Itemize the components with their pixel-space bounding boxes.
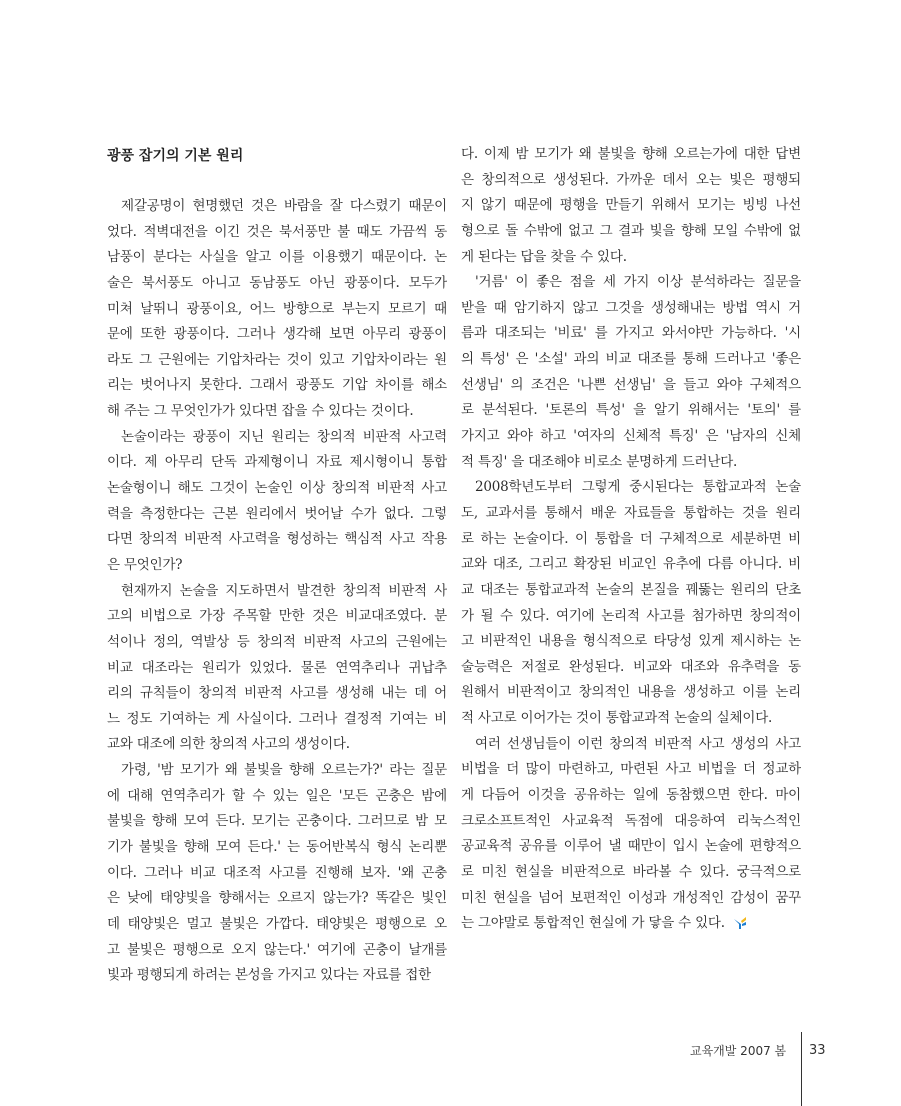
text-line: 고 비판적인 내용을 형식적으로 타당성 있게 제시하는 논: [461, 633, 801, 650]
text-line: 게 된다는 답을 찾을 수 있다.: [461, 248, 627, 265]
publication-logo-mark-icon: [733, 916, 747, 930]
footer-publication: 교육개발 2007 봄: [690, 1044, 787, 1058]
text-line: 가령, '밤 모기가 왜 불빛을 향해 오르는가?' 라는 질문: [121, 762, 447, 779]
text-line: 선생님' 의 조건은 '나쁜 선생님' 을 들고 와야 구체적으: [461, 376, 801, 393]
left-column-body: [107, 194, 447, 989]
text-line: 도, 교과서를 통해서 배운 자료들을 통합하는 것을 원리: [461, 504, 801, 521]
text-line: 은 낮에 태양빛을 향해서는 오르지 않는가? 똑같은 빛인: [107, 890, 447, 907]
text-line: 름과 대조되는 '비료' 를 가지고 와서야만 가능하다. '시: [461, 325, 801, 342]
text-line: 비법을 더 많이 마련하고, 마련된 사고 비법을 더 정교하: [461, 761, 801, 778]
text-line: 크로소프트적인 사교육적 독점에 대응하여 리눅스적인: [461, 812, 801, 829]
text-line: 공교육적 공유를 이루어 낼 때만이 입시 논술에 편향적으: [461, 838, 801, 855]
text-line: 미쳐 날뛰니 광풍이요, 어느 방향으로 부는지 모르기 때: [107, 300, 447, 317]
text-line: 력을 측정한다는 근본 원리에서 벗어날 수가 없다. 그렇: [107, 505, 447, 522]
text-line: 남풍이 분다는 사실을 알고 이를 이용했기 때문이다. 논: [107, 249, 447, 266]
paragraph: [107, 758, 447, 989]
paragraph: [107, 194, 447, 425]
text-line: 교와 대조, 그리고 확장된 비교인 유추에 다름 아니다. 비: [461, 556, 801, 573]
text-line: 논술이라는 광풍이 지닌 원리는 창의적 비판적 사고력: [121, 428, 447, 445]
paragraph: [461, 270, 801, 475]
paragraph: [461, 732, 801, 937]
text-line: 의 특성' 은 '소설' 과의 비교 대조를 통해 드러나고 '좋은: [461, 351, 801, 368]
text-line: 기가 불빛을 향해 모여 든다.' 는 동어반복식 형식 논리뿐: [107, 839, 447, 856]
text-line: 다. 이제 밤 모기가 왜 불빛을 향해 오르는가에 대한 답변: [461, 146, 801, 162]
text-line: 로 분석된다. '토론의 특성' 을 알기 위해서는 '토의' 를: [461, 402, 801, 419]
right-column-body: [461, 142, 801, 937]
left-column: [107, 142, 447, 989]
right-column: [461, 142, 801, 937]
text-line: '거름' 이 좋은 점을 세 가지 이상 분석하라는 질문을: [475, 274, 801, 291]
text-line: 이다. 그러나 비교 대조적 사고를 진행해 보자. '왜 곤충: [107, 864, 447, 881]
text-line: 논술형이니 해도 그것이 논술인 이상 창의적 비판적 사고: [107, 480, 447, 497]
text-line: 데 태양빛은 멀고 불빛은 가깝다. 태양빛은 평행으로 오: [107, 915, 447, 932]
text-line: 고의 비법으로 가장 주목할 만한 것은 비교대조였다. 분: [107, 608, 447, 625]
text-line: 비교 대조라는 원리가 있었다. 물론 연역추리나 귀납추: [107, 659, 447, 676]
paragraph: [461, 142, 801, 270]
paragraph: [107, 579, 447, 758]
text-line: 로 미친 현실을 비판적으로 바라볼 수 있다. 궁극적으로: [461, 863, 801, 880]
text-line: 라도 그 근원에는 기압차라는 것이 있고 기압차이라는 원: [107, 351, 447, 368]
text-line: 술능력은 저절로 완성된다. 비교와 대조와 유추력을 동: [461, 658, 801, 675]
text-line: 여러 선생님들이 이런 창의적 비판적 사고 생성의 사고: [475, 735, 801, 752]
text-line: 원해서 비판적이고 창의적인 내용을 생성하고 이를 논리: [461, 684, 801, 701]
text-line: 리는 벗어나지 못한다. 그래서 광풍도 기압 차이를 해소: [107, 377, 447, 394]
text-line: 가지고 와야 하고 '여자의 신체적 특징' 은 '남자의 신체: [461, 428, 801, 445]
text-line: 교와 대조에 의한 창의적 사고의 생성이다.: [107, 736, 350, 753]
text-line: 게 다듬어 이것을 공유하는 일에 동참했으면 한다. 마이: [461, 787, 801, 804]
text-line: 다면 창의적 비판적 사고력을 형성하는 핵심적 사고 작용: [107, 531, 447, 548]
paragraph: [461, 475, 801, 731]
section-heading: 광풍 잡기의 기본 원리: [107, 148, 244, 164]
text-line: 이다. 제 아무리 단독 과제형이니 자료 제시형이니 통합: [107, 454, 447, 471]
text-line: 는 그야말로 통합적인 현실에 가 닿을 수 있다.: [461, 911, 801, 937]
text-line: 었다. 적벽대전을 이긴 것은 북서풍만 불 때도 가끔씩 동: [107, 223, 447, 240]
text-line: 받을 때 암기하지 않고 그것을 생성해내는 방법 역시 거: [461, 299, 801, 316]
text-line: 해 주는 그 무엇인가가 있다면 잡을 수 있다는 것이다.: [107, 403, 414, 420]
text-line: 은 무엇인가?: [107, 556, 183, 573]
text-line: 지 않기 때문에 평행을 만들기 위해서 모기는 빙빙 나선: [461, 197, 801, 214]
text-line: 불빛을 향해 모여 든다. 모기는 곤충이다. 그러므로 밤 모: [107, 813, 447, 830]
paragraph: [107, 425, 447, 579]
text-line: 적 사고로 이어가는 것이 통합교과적 논술의 실체이다.: [461, 710, 773, 727]
text-line: 교 대조는 통합교과적 논술의 본질을 꿰뚫는 원리의 단초: [461, 581, 801, 598]
page-number: 33: [809, 1043, 826, 1058]
text-line: 석이나 정의, 역발상 등 창의적 비판적 사고의 근원에는: [107, 633, 447, 650]
text-line: 느 정도 기여하는 게 사실이다. 그러나 결정적 기여는 비: [107, 710, 447, 727]
text-line: 가 될 수 있다. 여기에 논리적 사고를 첨가하면 창의적이: [461, 607, 801, 624]
footer-divider: [801, 1032, 802, 1106]
text-line: 2008학년도부터 그렇게 중시된다는 통합교과적 논술: [475, 479, 801, 496]
text-line: 현재까지 논술을 지도하면서 발견한 창의적 비판적 사: [121, 582, 447, 599]
text-line: 형으로 돌 수밖에 없고 그 결과 빛을 향해 모일 수밖에 없: [461, 222, 801, 239]
text-line: 빛과 평행되게 하려는 본성을 가지고 있다는 자료를 접한: [107, 967, 431, 984]
text-line: 술은 북서풍도 아니고 동남풍도 아닌 광풍이다. 모두가: [107, 274, 447, 291]
text-line: 고 불빛은 평행으로 오지 않는다.' 여기에 곤충이 날개를: [107, 941, 447, 958]
text-line: 문에 또한 광풍이다. 그러나 생각해 보면 아무리 광풍이: [107, 326, 447, 343]
text-line: 리의 규칙들이 창의적 비판적 사고를 생성해 내는 데 어: [107, 685, 447, 702]
text-line: 제갈공명이 현명했던 것은 바람을 잘 다스렸기 때문이: [121, 198, 447, 214]
text-line: 미친 현실을 넘어 보편적인 이성과 개성적인 감성이 꿈꾸: [461, 889, 801, 906]
text-line: 에 대해 연역추리가 할 수 있는 일은 '모든 곤충은 밤에: [107, 787, 447, 804]
text-line: 은 창의적으로 생성된다. 가까운 데서 오는 빛은 평행되: [461, 171, 801, 188]
text-line: 로 하는 논술이다. 이 통합을 더 구체적으로 세분하면 비: [461, 530, 801, 547]
text-line: 적 특징' 을 대조해야 비로소 분명하게 드러난다.: [461, 453, 738, 470]
